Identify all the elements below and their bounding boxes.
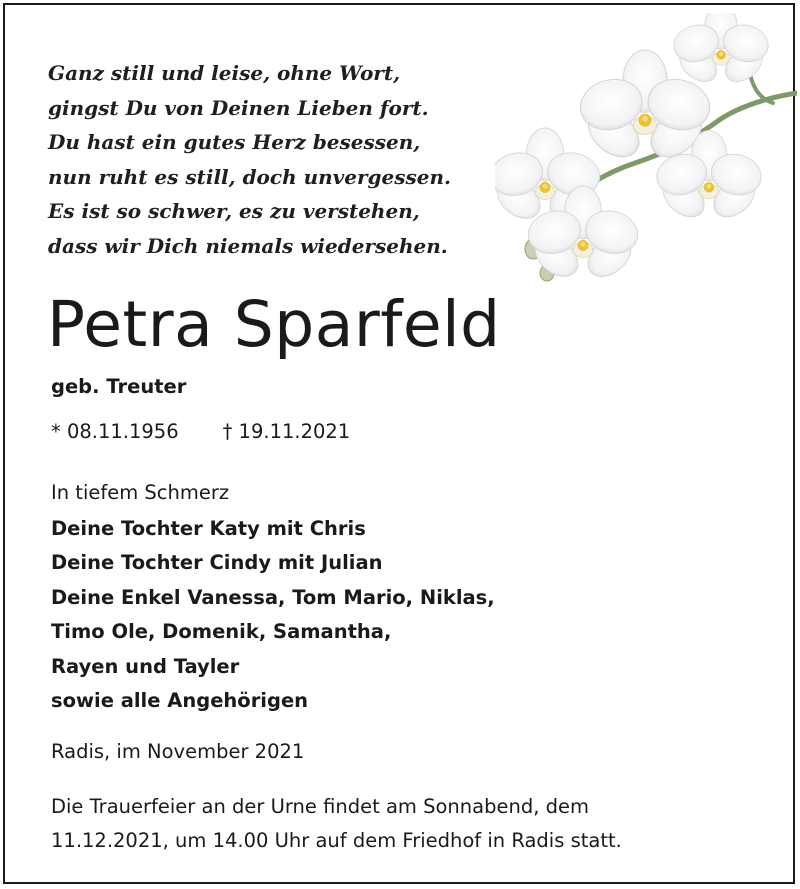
obituary-frame <box>3 3 795 884</box>
mourner-line: Rayen und Tayler <box>51 654 240 678</box>
ceremony-line: 11.12.2021, um 14.00 Uhr auf dem Friedhof in Radis statt. <box>51 829 622 852</box>
poem-line: nun ruht es still, doch unvergessen. <box>48 164 451 189</box>
poem-line: Ganz still und leise, ohne Wort, <box>48 61 401 85</box>
mourner-line: Deine Tochter Katy mit Chris <box>51 517 366 540</box>
poem <box>48 56 451 263</box>
ceremony-notice <box>51 790 622 858</box>
mourner-line: Deine Tochter Cindy mit Julian <box>51 551 383 575</box>
poem-line: dass wir Dich niemals wiedersehen. <box>48 233 448 258</box>
mourner-line: sowie alle Angehörigen <box>51 689 309 713</box>
poem-line: Du hast ein gutes Herz besessen, <box>48 130 421 154</box>
orchid-icon <box>495 13 797 293</box>
death-date: † 19.11.2021 <box>222 420 351 443</box>
mourner-line: Deine Enkel Vanessa, Tom Mario, Niklas, <box>51 585 495 609</box>
grief-line: In tiefem Schmerz <box>51 481 230 504</box>
poem-line: gingst Du von Deinen Lieben fort. <box>48 95 429 120</box>
deceased-name: Petra Sparfeld <box>47 288 501 361</box>
birth-name: geb. Treuter <box>51 375 187 398</box>
mourner-line: Timo Ole, Domenik, Samantha, <box>51 620 392 644</box>
birth-date: * 08.11.1956 <box>51 420 179 443</box>
mourners-list <box>51 512 495 718</box>
place-date: Radis, im November 2021 <box>51 740 305 763</box>
ceremony-line: Die Trauerfeier an der Urne findet am Sonnabend, dem <box>51 795 589 818</box>
poem-line: Es ist so schwer, es zu verstehen, <box>48 199 420 223</box>
life-dates <box>51 417 350 447</box>
